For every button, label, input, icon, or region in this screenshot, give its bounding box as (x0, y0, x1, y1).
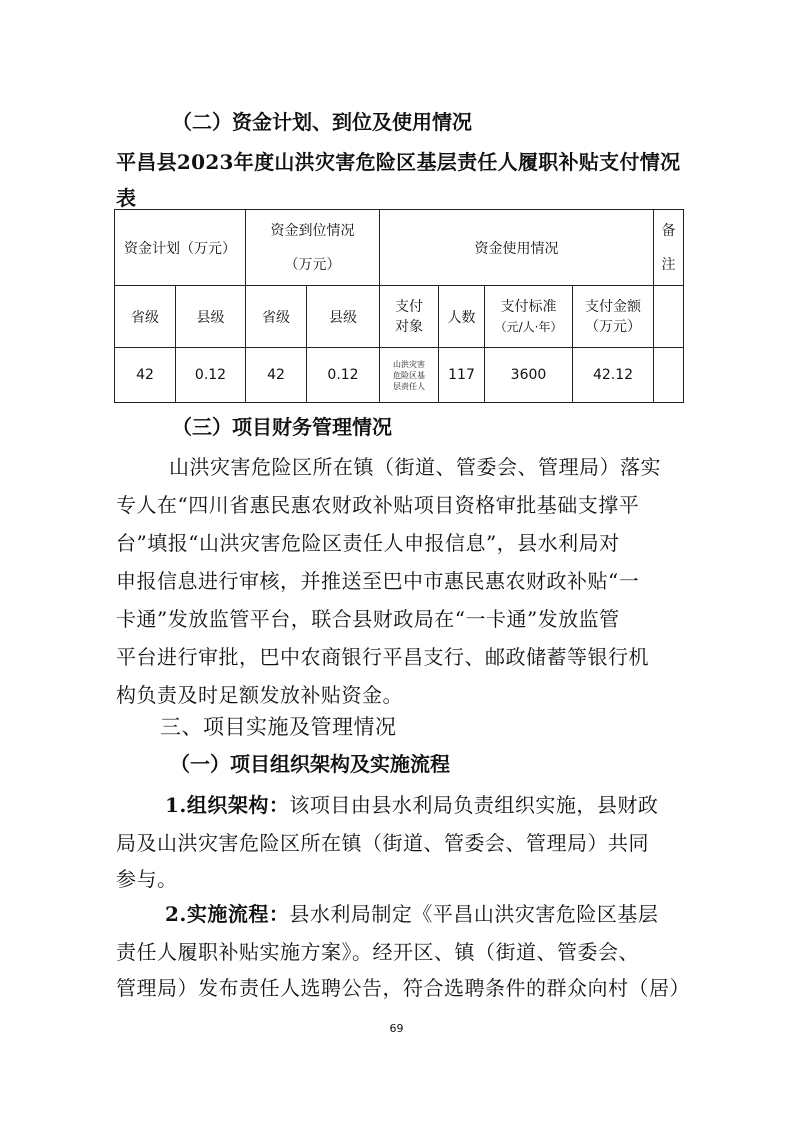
arrival-header-line2: （万元） (284, 256, 341, 273)
sub-amount-line2: （万元） (585, 318, 641, 335)
table-title-line1: 平昌县2023年度山洪灾害危险区基层责任人履职补贴支付情况 (116, 150, 681, 174)
sub-target-line1: 支付 (395, 298, 423, 315)
val-people: 117 (439, 348, 485, 403)
sub-amount-line1: 支付金额 (585, 298, 641, 315)
table-row (115, 348, 684, 403)
sub-target-line2: 对象 (395, 318, 423, 335)
item1-line1 (165, 789, 658, 818)
para1-line: 平台进行审批，巴中农商银行平昌支行、邮政储蓄等银行机 (116, 645, 649, 669)
val-remark (654, 348, 684, 403)
arrival-header-line1: 资金到位情况 (270, 222, 355, 239)
section-title-2: （二）资金计划、到位及使用情况 (172, 110, 472, 134)
val-amount: 42.12 (573, 348, 654, 403)
item2-line: 责任人履职补贴实施方案》。经开区、镇（街道、管委会、 (116, 940, 639, 964)
subsection-1-title: （一）项目组织架构及实施流程 (170, 752, 450, 776)
para1-line: 构负责及时足额发放补贴资金。 (116, 683, 403, 707)
item2-text: 县水利局制定《平昌山洪灾害危险区基层 (289, 902, 659, 926)
val-arrival-province: 42 (246, 348, 307, 403)
val-target-line2: 危险区基 (393, 370, 425, 380)
val-target (380, 348, 439, 403)
para1-line: 台”填报“山洪灾害危险区责任人申报信息”，县水利局对 (116, 531, 620, 555)
sub-people: 人数 (439, 286, 485, 348)
item1-line: 参与。 (116, 867, 178, 891)
sub-remark-empty (654, 286, 684, 348)
table-subheader-row (115, 286, 684, 348)
val-standard: 3600 (485, 348, 573, 403)
page-number: 69 (389, 1022, 404, 1035)
sub-arrival-county: 县级 (307, 286, 380, 348)
val-target-line1: 山洪灾害 (393, 359, 425, 369)
table-title-line2: 表 (116, 186, 136, 210)
para1-line: 专人在“四川省惠民惠农财政补贴项目资格审批基础支撑平 (116, 493, 640, 517)
sub-standard-line1: 支付标准 (500, 298, 557, 315)
section-title-3: （三）项目财务管理情况 (172, 415, 392, 439)
item2-label: 2.实施流程： (165, 902, 290, 926)
chapter3-title: 三、项目实施及管理情况 (160, 715, 397, 739)
sub-amount (573, 286, 654, 348)
item1-text: 该项目由县水利局负责组织实施，县财政 (289, 793, 659, 817)
sub-target (380, 286, 439, 348)
remark-line2: 注 (661, 256, 676, 273)
para1-line: 申报信息进行审核，并推送至巴中市惠民惠农财政补贴“一 (116, 569, 640, 593)
table-header-row (115, 210, 684, 286)
val-plan-province: 42 (115, 348, 176, 403)
item1-label: 1.组织架构： (165, 793, 290, 817)
item2-line: 管理局）发布责任人选聘公告，符合选聘条件的群众向村（居） (116, 976, 690, 1000)
sub-plan-county: 县级 (176, 286, 246, 348)
val-target-line3: 层责任人 (393, 381, 425, 391)
fund-table (114, 209, 684, 403)
remark-line1: 备 (661, 222, 676, 239)
sub-standard (485, 286, 573, 348)
para1-line: 山洪灾害危险区所在镇（街道、管委会、管理局）落实 (169, 455, 661, 479)
usage-header: 资金使用情况 (380, 210, 654, 286)
para1-line: 卡通”发放监管平台，联合县财政局在“一卡通”发放监管 (116, 607, 620, 631)
sub-standard-line2: （元/人·年） (494, 319, 563, 334)
item2-line1 (165, 898, 658, 927)
sub-plan-province: 省级 (115, 286, 176, 348)
arrival-header (246, 210, 380, 286)
sub-arrival-province: 省级 (246, 286, 307, 348)
plan-header: 资金计划（万元） (115, 210, 246, 286)
remark-header (654, 210, 684, 286)
val-arrival-county: 0.12 (307, 348, 380, 403)
val-plan-county: 0.12 (176, 348, 246, 403)
item1-line: 局及山洪灾害危险区所在镇（街道、管委会、管理局）共同 (116, 831, 649, 855)
